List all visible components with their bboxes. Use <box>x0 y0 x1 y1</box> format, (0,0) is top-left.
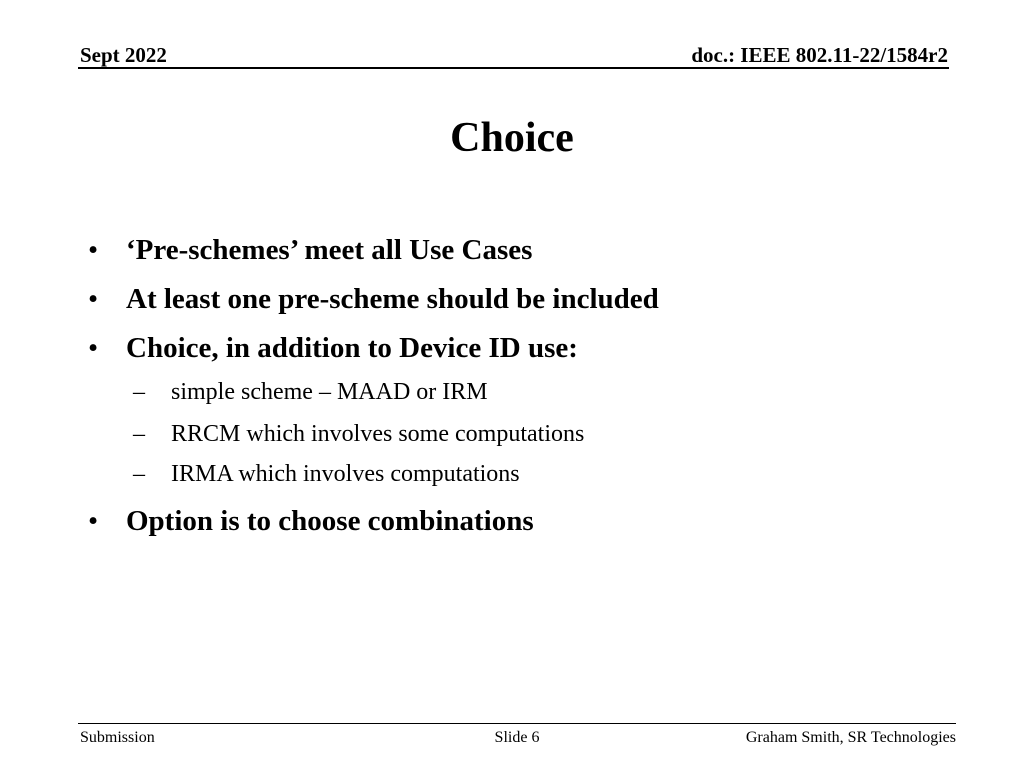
sub-bullet-marker: – <box>133 461 145 487</box>
slide-title: Choice <box>450 115 574 161</box>
sub-bullet-marker: – <box>133 379 145 405</box>
sub-bullet-item <box>133 419 584 449</box>
header-doc-id: doc.: IEEE 802.11-22/1584r2 <box>691 43 948 67</box>
bullet-text: ‘Pre-schemes’ meet all Use Cases <box>126 234 533 266</box>
bullet-text: Option is to choose combinations <box>126 505 534 537</box>
footer-slide-number: Slide 6 <box>494 729 540 746</box>
sub-bullet-text: simple scheme – MAAD or IRM <box>171 379 488 405</box>
bullet-marker: • <box>88 234 99 266</box>
footer-rule <box>78 723 956 724</box>
sub-bullet-marker: – <box>133 421 145 447</box>
sub-bullet-item <box>133 377 488 407</box>
footer-author: Graham Smith, SR Technologies <box>745 729 956 746</box>
bullet-item <box>88 503 534 539</box>
sub-bullet-text: IRMA which involves computations <box>171 461 520 487</box>
bullet-item <box>88 281 659 317</box>
bullet-marker: • <box>88 332 99 364</box>
bullet-marker: • <box>88 283 99 315</box>
footer-submission: Submission <box>80 729 155 746</box>
bullet-item <box>88 232 532 268</box>
sub-bullet-text: RRCM which involves some computations <box>171 421 585 447</box>
bullet-text: Choice, in addition to Device ID use: <box>126 332 578 364</box>
bullet-marker: • <box>88 505 99 537</box>
bullet-text: At least one pre-scheme should be included <box>126 283 659 315</box>
sub-bullet-item <box>133 459 520 489</box>
header-date: Sept 2022 <box>80 43 167 67</box>
bullet-item <box>88 330 578 366</box>
